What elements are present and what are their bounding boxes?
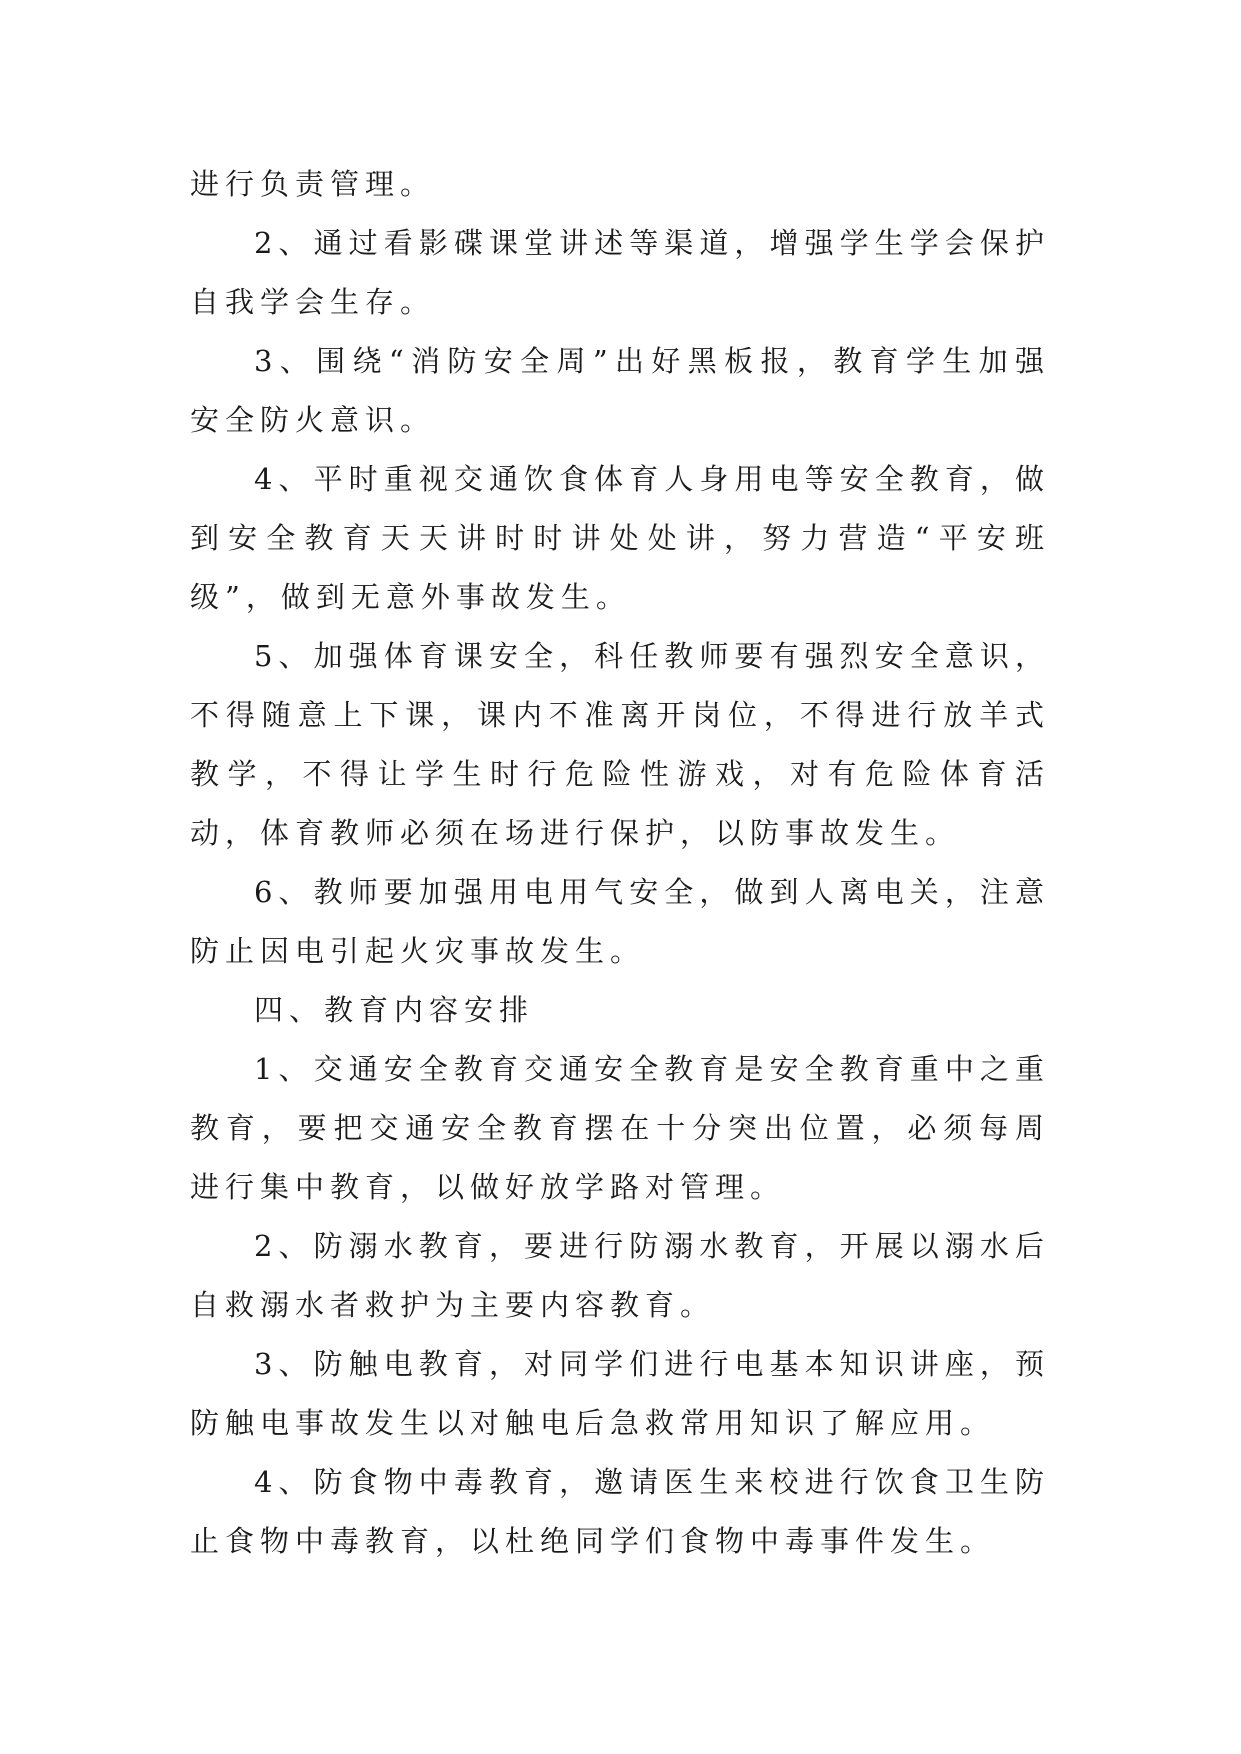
paragraph-item-6: 6、教师要加强用电用气安全，做到人离电关，注意防止因电引起火灾事故发生。 xyxy=(190,875,1050,968)
paragraph-item-5: 5、加强体育课安全，科任教师要有强烈安全意识，不得随意上下课，课内不准离开岗位，不得进行放羊式教学，不得让学生时行危险性游戏，对有危险体育活动，体育教师必须在场进行保护，以防事故发生。 xyxy=(190,639,1050,850)
paragraph-item-2: 2、通过看影碟课堂讲述等渠道，增强学生学会保护自我学会生存。 xyxy=(190,226,1050,319)
paragraph-continuation: 进行负责管理。 xyxy=(190,167,436,201)
paragraph-item-4: 4、平时重视交通饮食体育人身用电等安全教育，做到安全教育天天讲时时讲处处讲，努力营造“平安班级”，做到无意外事故发生。 xyxy=(190,462,1050,614)
paragraph-item-3: 3、围绕“消防安全周”出好黑板报，教育学生加强安全防火意识。 xyxy=(190,344,1050,437)
paragraph-content-3: 3、防触电教育，对同学们进行电基本知识讲座，预防触电事故发生以对触电后急救常用知识了解应用。 xyxy=(190,1347,1050,1440)
paragraph-content-4: 4、防食物中毒教育，邀请医生来校进行饮食卫生防止食物中毒教育，以杜绝同学们食物中毒事件发生。 xyxy=(190,1465,1050,1558)
document-body xyxy=(190,155,1050,1571)
paragraph-content-2: 2、防溺水教育，要进行防溺水教育，开展以溺水后自救溺水者救护为主要内容教育。 xyxy=(190,1229,1050,1322)
paragraph-content-1: 1、交通安全教育交通安全教育是安全教育重中之重教育，要把交通安全教育摆在十分突出位置，必须每周进行集中教育，以做好放学路对管理。 xyxy=(190,1052,1050,1204)
section-heading: 四、教育内容安排 xyxy=(254,993,535,1027)
